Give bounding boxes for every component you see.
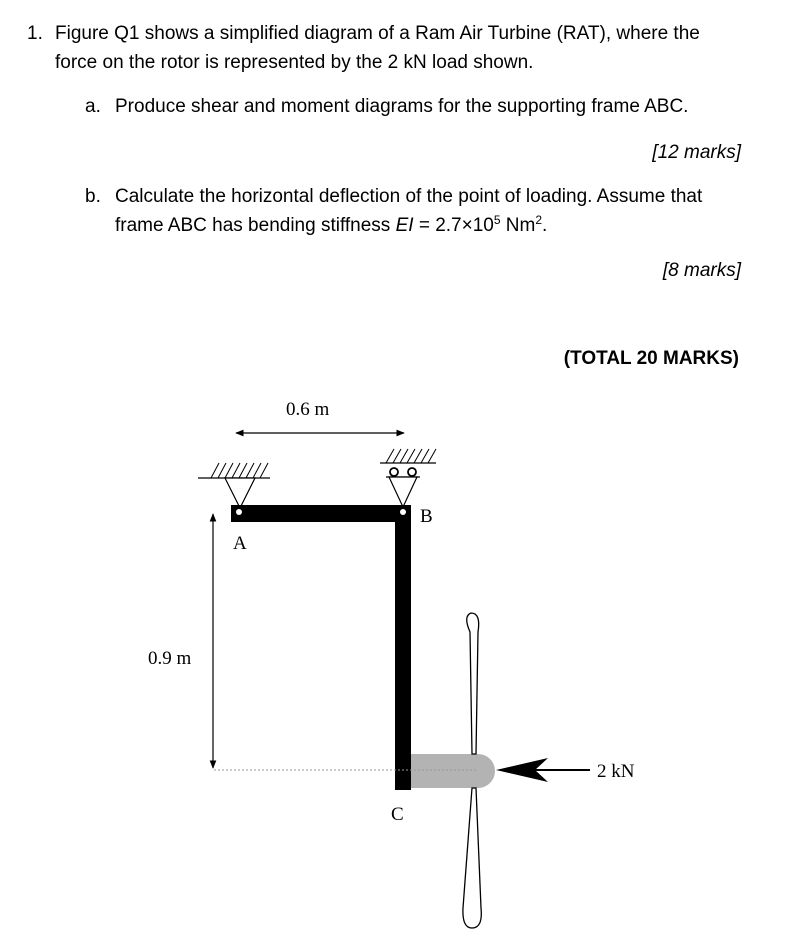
dimension-horizontal-label: 0.6 m: [286, 399, 330, 420]
dimension-vertical-label: 0.9 m: [148, 648, 192, 669]
pin-b: [400, 509, 406, 515]
load-arrow: [496, 758, 590, 782]
part-a-text: Produce shear and moment diagrams for the supporting frame ABC.: [115, 96, 689, 117]
label-b: B: [420, 506, 433, 527]
part-a-letter: a.: [85, 96, 101, 117]
part-b-letter: b.: [85, 186, 101, 207]
part-b-marks: [8 marks]: [662, 260, 741, 281]
support-b: [380, 449, 436, 507]
pin-a: [236, 509, 242, 515]
part-b-text-line1: Calculate the horizontal deflection of the point of loading. Assume that: [115, 186, 703, 207]
question-number: 1.: [27, 23, 43, 44]
rat-hub: [400, 754, 478, 788]
part-b-text-line2: frame ABC has bending stiffness EI = $2.7\times 10^5$ Nm$^2$.: [115, 213, 548, 236]
propeller-blade-lower: [463, 788, 481, 928]
question-text-line2: force on the rotor is represented by the 2 kN load shown.: [55, 52, 534, 73]
frame-member-ab: [231, 505, 411, 522]
label-c: C: [391, 804, 404, 825]
propeller-blade-upper: [467, 613, 479, 754]
stiffness-symbol: EI: [395, 215, 414, 236]
total-marks: (TOTAL 20 MARKS): [563, 348, 739, 369]
frame-member-bc: [395, 505, 411, 790]
question-text-line1: Figure Q1 shows a simplified diagram of a Ram Air Turbine (RAT), where the: [55, 23, 700, 44]
part-a-marks: [12 marks]: [652, 142, 741, 163]
support-a: [198, 463, 270, 508]
label-a: A: [233, 533, 247, 554]
load-label: 2 kN: [597, 761, 635, 782]
